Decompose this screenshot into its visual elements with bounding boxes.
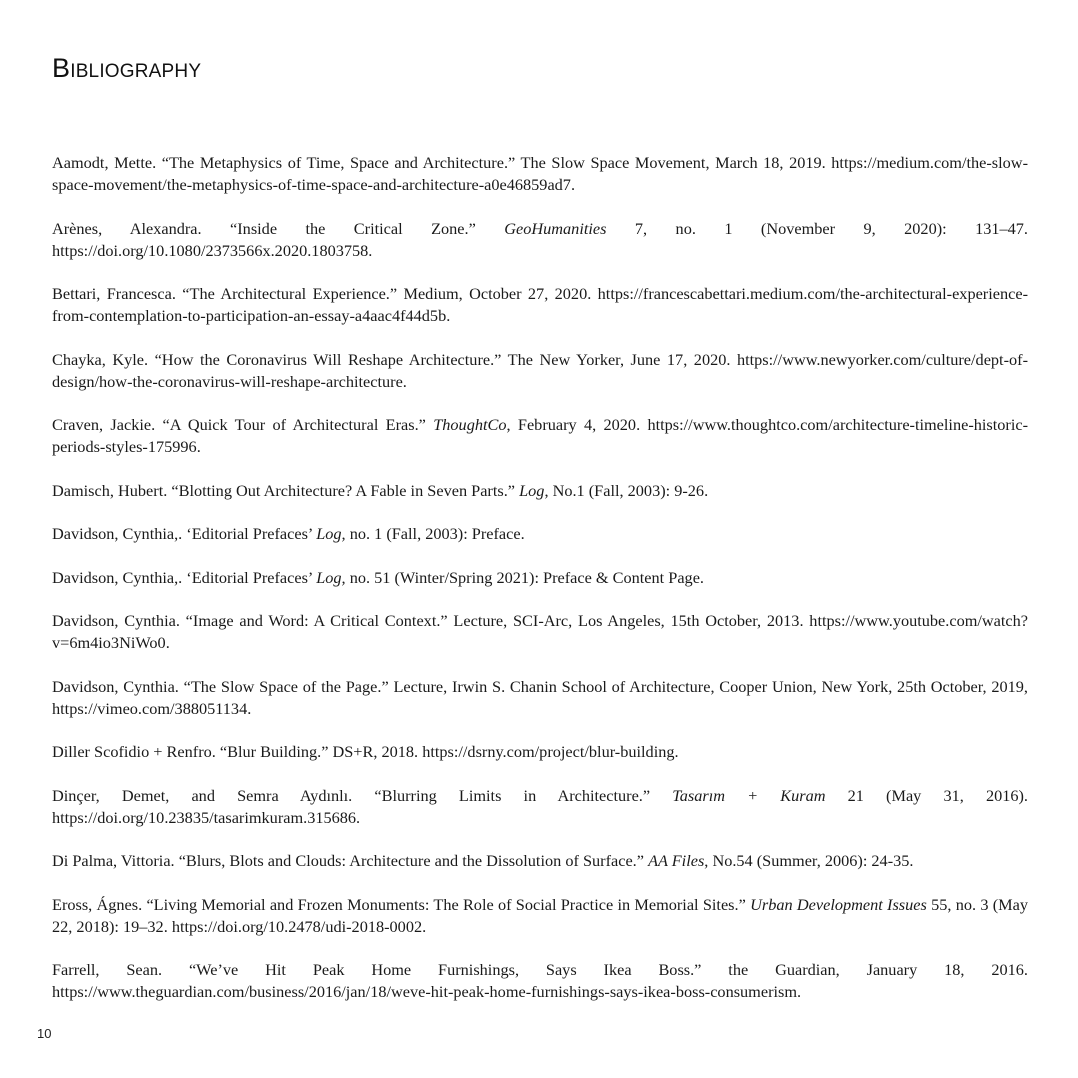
bibliography-entry <box>52 959 1028 1003</box>
bibliography-entry <box>52 741 1028 763</box>
entry-text-after: , February 4, 2020. https://www.thoughtco.com/architecture-timeline-historic-periods-styles-175996. <box>52 415 1028 456</box>
bibliography-entry <box>52 414 1028 458</box>
entry-text: Davidson, Cynthia,. ‘Editorial Prefaces’ <box>52 524 317 543</box>
entry-text-after: 55, no. 3 (May 22, 2018): 19–32. https://doi.org/10.2478/udi-2018-0002. <box>52 894 1029 936</box>
entry-text-after: 21 (May 31, 2016). https://doi.org/10.23835/tasarimkuram.315686. <box>52 785 1028 827</box>
entry-italic: Log <box>519 480 545 500</box>
entry-text: Diller Scofidio + Renfro. “Blur Building.” DS+R, 2018. https://dsrny.com/project/blur-building. <box>52 742 679 761</box>
entry-text-after: , No.1 (Fall, 2003): 9-26. <box>544 480 709 500</box>
bibliography-entry <box>52 567 1028 589</box>
bibliography-entry <box>52 349 1028 393</box>
bibliography-entry <box>52 152 1028 196</box>
entry-text: Chayka, Kyle. “How the Coronavirus Will Reshape Architecture.” The New Yorker, June 17, 2020. https://www.newyorker.com/culture/dept-of-design/how-the-coronavirus-will-reshape-architecture. <box>52 349 1028 391</box>
entry-italic: AA Files <box>648 851 705 870</box>
entry-text-after: , No.54 (Summer, 2006): 24-35. <box>704 851 914 870</box>
page-title: Bibliography <box>52 53 202 83</box>
entry-italic: Tasarım + Kuram <box>672 785 826 805</box>
bibliography-entry <box>52 283 1028 327</box>
bibliography-entry <box>52 785 1028 829</box>
entry-text-after: no. 1 (Fall, 2003): Preface. <box>345 524 525 543</box>
entry-text: Damisch, Hubert. “Blotting Out Architecture? A Fable in Seven Parts.” <box>52 480 520 500</box>
entry-text: Bettari, Francesca. “The Architectural Experience.” Medium, October 27, 2020. https://francescabettari.medium.com/the-architectural-experience-from-contemplation-to-participation-an-essay-a4aac4f44d5b. <box>52 284 1028 325</box>
entry-italic: Log, <box>316 567 346 587</box>
entry-text-after: no. 51 (Winter/Spring 2021): Preface & Content Page. <box>345 567 704 587</box>
entry-text: Davidson, Cynthia. “Image and Word: A Critical Context.” Lecture, SCI-Arc, Los Angeles, 15th October, 2013. https://www.youtube.com/watch?v=6m4io3NiWo0. <box>52 611 1028 652</box>
entry-italic: Log, <box>316 524 346 543</box>
bibliography-entry <box>52 610 1028 654</box>
entry-text: Davidson, Cynthia,. ‘Editorial Prefaces’ <box>52 567 317 587</box>
bibliography-entry <box>52 894 1028 938</box>
bibliography-list <box>52 152 1028 1025</box>
entry-text: Arènes, Alexandra. “Inside the Critical Zone.” <box>52 218 505 238</box>
bibliography-entry <box>52 523 1028 545</box>
entry-text: Farrell, Sean. “We’ve Hit Peak Home Furnishings, Says Ikea Boss.” the Guardian, January 18, 2016. https://www.theguardian.com/business/2016/jan/18/weve-hit-peak-home-furnishings-says-ikea-boss-consumerism. <box>52 960 1028 1001</box>
entry-text: Davidson, Cynthia. “The Slow Space of the Page.” Lecture, Irwin S. Chanin School of Architecture, Cooper Union, New York, 25th October, 2019, https://vimeo.com/388051134. <box>52 676 1028 718</box>
bibliography-entry <box>52 480 1028 502</box>
entry-italic: ThoughtCo <box>433 415 507 434</box>
bibliography-entry <box>52 850 1028 872</box>
entry-text: Eross, Ágnes. “Living Memorial and Frozen Monuments: The Role of Social Practice in Memorial Sites.” <box>52 894 751 914</box>
bibliography-entry <box>52 218 1028 262</box>
entry-italic: Urban Development Issues <box>750 894 927 914</box>
bibliography-entry <box>52 676 1028 720</box>
entry-text: Aamodt, Mette. “The Metaphysics of Time, Space and Architecture.” The Slow Space Movement, March 18, 2019. https://medium.com/the-slow-space-movement/the-metaphysics-of-time-space-and-architecture-a0e46859ad7. <box>52 153 1028 194</box>
entry-text: Di Palma, Vittoria. “Blurs, Blots and Clouds: Architecture and the Dissolution of Surface.” <box>52 851 649 870</box>
entry-text-after: 7, no. 1 (November 9, 2020): 131–47. https://doi.org/10.1080/2373566x.2020.1803758. <box>52 218 1029 260</box>
entry-italic: GeoHumanities <box>504 218 607 238</box>
entry-text: Dinçer, Demet, and Semra Aydınlı. “Blurring Limits in Architecture.” <box>52 785 673 805</box>
page-number: 10 <box>37 1026 52 1041</box>
entry-text: Craven, Jackie. “A Quick Tour of Architectural Eras.” <box>52 415 434 434</box>
